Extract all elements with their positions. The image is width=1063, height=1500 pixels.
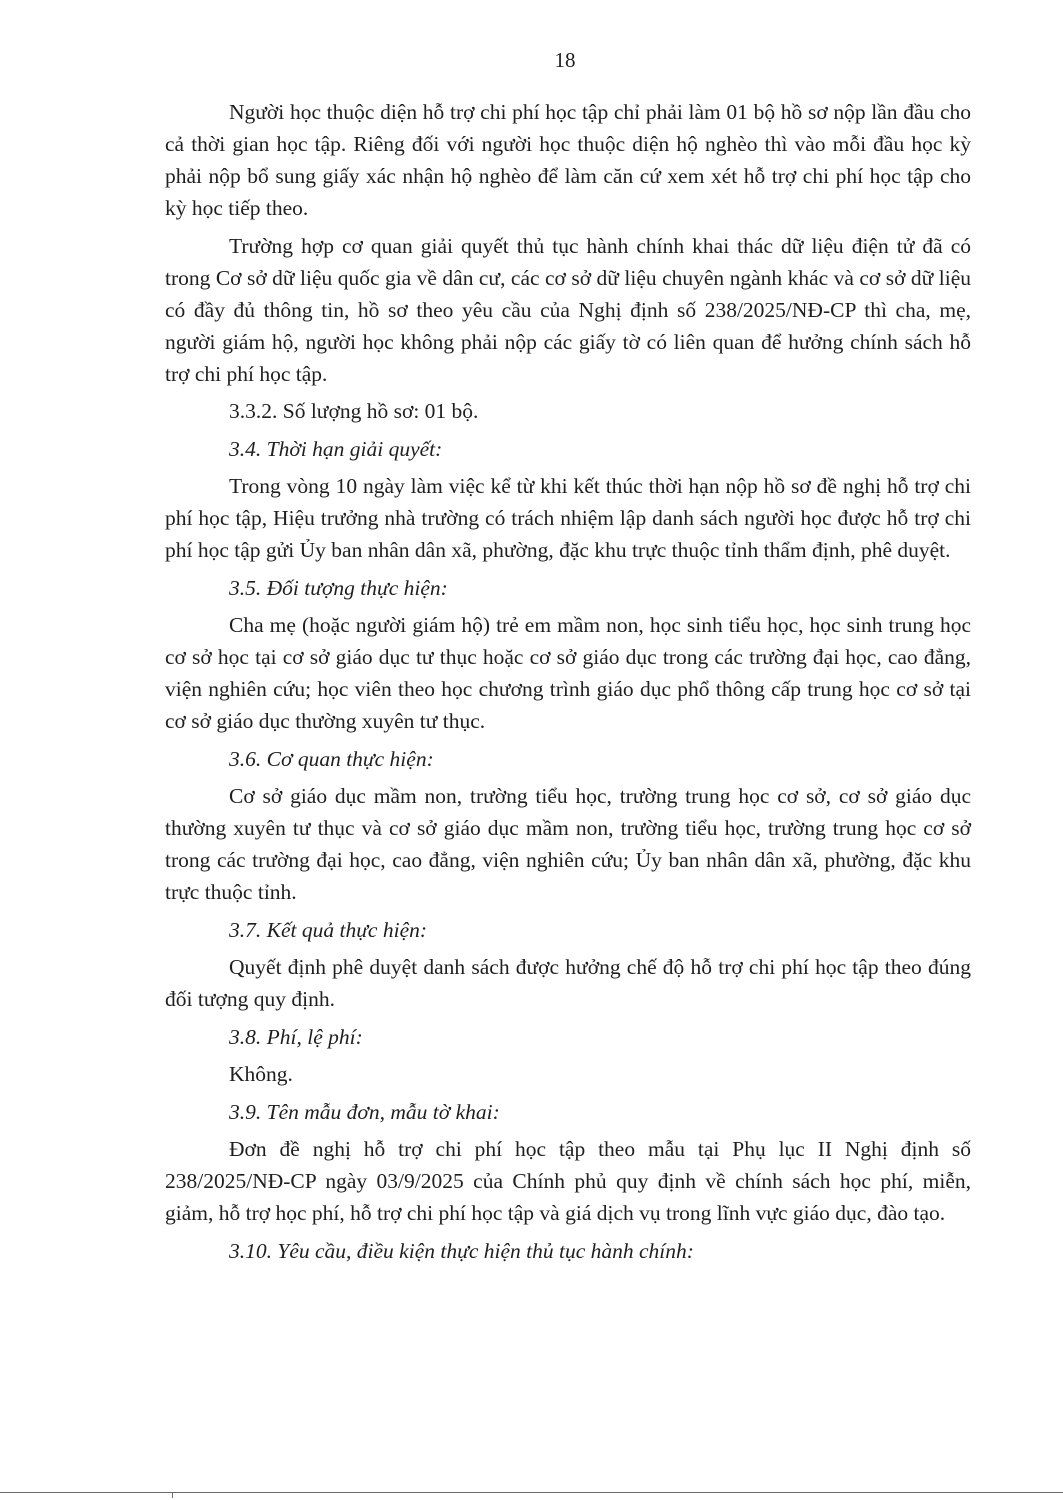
paragraph-fees: Không. — [229, 1062, 293, 1086]
page-number: 18 — [554, 48, 576, 72]
paragraph-implementing-agency: Cơ sở giáo dục mầm non, trường tiểu học, trường trung học cơ sở, cơ sở giáo dục thường xuyên tư thục và cơ sở giáo dục mầm non, trường tiểu học, trường trung học cơ sở trong các trường đại học, cao đẳng, viện nghiên cứu; Ủy ban nhân dân xã, phường, đặc khu trực thuộc tỉnh. — [165, 784, 971, 904]
paragraph-forms: Đơn đề nghị hỗ trợ chi phí học tập theo mẫu tại Phụ lục II Nghị định số 238/2025/NĐ-CP ngày 03/9/2025 của Chính phủ quy định về chính sách học phí, miễn, giảm, hỗ trợ học phí, hỗ trợ chi phí học tập và giá dịch vụ trong lĩnh vực giáo dục, đào tạo. — [165, 1137, 971, 1225]
heading-subjects: 3.5. Đối tượng thực hiện: — [229, 575, 448, 600]
paragraph-subjects: Cha mẹ (hoặc người giám hộ) trẻ em mầm non, học sinh tiểu học, học sinh trung học cơ sở học tại cơ sở giáo dục tư thục hoặc cơ sở giáo dục trong các trường đại học, cao đẳng, viện nghiên cứu; học viên theo học chương trình giáo dục phổ thông cấp trung học cơ sở tại cơ sở giáo dục thường xuyên tư thục. — [165, 613, 971, 733]
paragraph-result: Quyết định phê duyệt danh sách được hưởng chế độ hỗ trợ chi phí học tập theo đúng đối tượng quy định. — [165, 955, 971, 1011]
heading-implementing-agency: 3.6. Cơ quan thực hiện: — [229, 746, 434, 771]
heading-requirements: 3.10. Yêu cầu, điều kiện thực hiện thủ tục hành chính: — [229, 1238, 694, 1263]
heading-result: 3.7. Kết quả thực hiện: — [229, 917, 428, 942]
heading-fees: 3.8. Phí, lệ phí: — [229, 1024, 363, 1049]
heading-processing-time: 3.4. Thời hạn giải quyết: — [229, 436, 443, 461]
paragraph-processing-time: Trong vòng 10 ngày làm việc kể từ khi kết thúc thời hạn nộp hồ sơ đề nghị hỗ trợ chi phí học tập, Hiệu trưởng nhà trường có trách nhiệm lập danh sách người học được hỗ trợ chi phí học tập gửi Ủy ban nhân dân xã, phường, đặc khu trực thuộc tỉnh thẩm định, phê duyệt. — [165, 474, 971, 562]
paragraph-dossier-quantity: 3.3.2. Số lượng hồ sơ: 01 bộ. — [229, 399, 479, 423]
paragraph-study-support-dossier: Người học thuộc diện hỗ trợ chi phí học tập chỉ phải làm 01 bộ hồ sơ nộp lần đầu cho cả thời gian học tập. Riêng đối với người học thuộc diện hộ nghèo thì vào mỗi đầu học kỳ phải nộp bổ sung giấy xác nhận hộ nghèo để làm căn cứ xem xét hỗ trợ chi phí học tập cho kỳ học tiếp theo. — [165, 100, 971, 220]
bottom-border-line — [0, 1492, 1063, 1493]
paragraph-electronic-data: Trường hợp cơ quan giải quyết thủ tục hành chính khai thác dữ liệu điện tử đã có trong Cơ sở dữ liệu quốc gia về dân cư, các cơ sở dữ liệu chuyên ngành khác và cơ sở dữ liệu có đầy đủ thông tin, hồ sơ theo yêu cầu của Nghị định số 238/2025/NĐ-CP thì cha, mẹ, người giám hộ, người học không phải nộp các giấy tờ có liên quan để hưởng chính sách hỗ trợ chi phí học tập. — [165, 233, 971, 386]
heading-forms: 3.9. Tên mẫu đơn, mẫu tờ khai: — [229, 1099, 500, 1124]
document-body — [165, 96, 971, 1272]
bottom-border-tick — [172, 1492, 173, 1498]
